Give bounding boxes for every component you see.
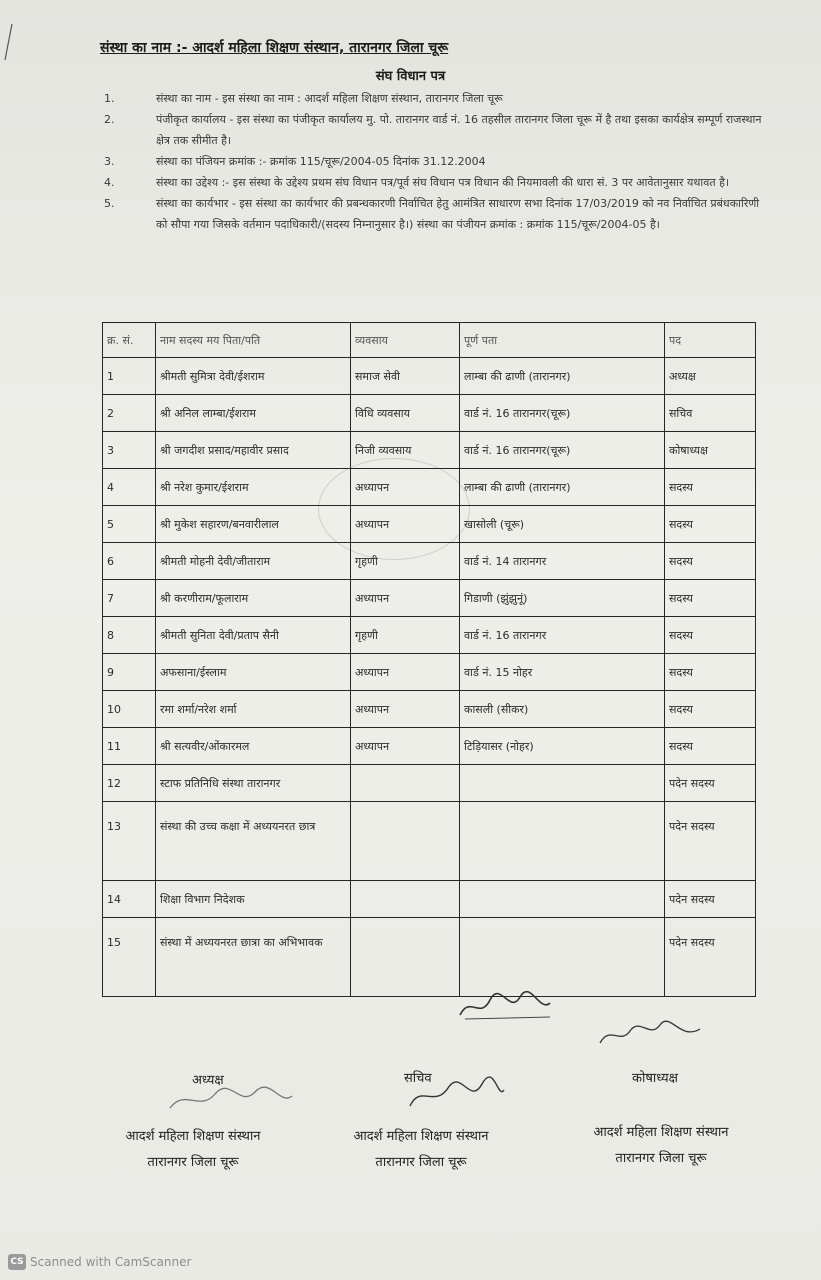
- address-cell: वार्ड नं. 15 नोहर: [460, 654, 665, 691]
- serial-cell: 12: [103, 765, 156, 802]
- serial-cell: 2: [103, 395, 156, 432]
- secretary-label: सचिव: [404, 1071, 432, 1086]
- name-cell: श्री करणीराम/फूलाराम: [156, 580, 351, 617]
- table-row: [103, 654, 756, 691]
- org-place: तारानगर जिला चूरू: [147, 1155, 239, 1170]
- clause-number: 5.: [104, 197, 115, 210]
- occupation-cell: निजी व्यवसाय: [351, 432, 460, 469]
- serial-cell: 10: [103, 691, 156, 728]
- serial-cell: 4: [103, 469, 156, 506]
- serial-cell: 9: [103, 654, 156, 691]
- header-occupation: व्यवसाय: [351, 323, 460, 358]
- verification-signature: [400, 985, 600, 1025]
- org-place: तारानगर जिला चूरू: [615, 1151, 707, 1166]
- table-row: [103, 469, 756, 506]
- table-body: [103, 358, 756, 997]
- post-cell: सदस्य: [665, 580, 756, 617]
- clause-number: 3.: [104, 155, 115, 168]
- post-cell: सचिव: [665, 395, 756, 432]
- occupation-cell: गृहणी: [351, 617, 460, 654]
- table-row: [103, 580, 756, 617]
- clause-number: 4.: [104, 176, 115, 189]
- post-cell: सदस्य: [665, 617, 756, 654]
- treasurer-org: [566, 1120, 756, 1172]
- occupation-cell: विधि व्यवसाय: [351, 395, 460, 432]
- table-row: [103, 395, 756, 432]
- serial-cell: 6: [103, 543, 156, 580]
- clause-text: संस्था का नाम - इस संस्था का नाम : आदर्श महिला शिक्षण संस्थान, तारानगर जिला चूरू: [156, 92, 503, 105]
- president-org: [98, 1124, 288, 1176]
- post-cell: सदस्य: [665, 469, 756, 506]
- name-cell: संस्था की उच्च कक्षा में अध्ययनरत छात्र: [156, 802, 351, 881]
- document-subtitle: संघ विधान पत्र: [375, 69, 446, 84]
- org-name: आदर्श महिला शिक्षण संस्थान: [125, 1129, 261, 1144]
- occupation-cell: [351, 802, 460, 881]
- header-serial: क्र. सं.: [103, 323, 156, 358]
- president-signature: [160, 1080, 300, 1120]
- treasurer-label: कोषाध्यक्ष: [632, 1071, 678, 1086]
- table-row: [103, 728, 756, 765]
- clauses-list: [100, 88, 770, 235]
- post-cell: पदेन सदस्य: [665, 765, 756, 802]
- pen-mark: [0, 22, 18, 62]
- name-cell: श्री जगदीश प्रसाद/महावीर प्रसाद: [156, 432, 351, 469]
- name-cell: श्रीमती मोहनी देवी/जीताराम: [156, 543, 351, 580]
- serial-cell: 3: [103, 432, 156, 469]
- name-cell: श्री अनिल लाम्बा/ईशराम: [156, 395, 351, 432]
- occupation-cell: अध्यापन: [351, 654, 460, 691]
- table-row: [103, 506, 756, 543]
- clause-text: संस्था का उद्देश्य :- इस संस्था के उद्देश्य प्रथम संघ विधान पत्र/पूर्व संघ विधान पत्र विधान की नियमावली की धारा सं. 3 पर आवेतानुसार यथावत है।: [156, 176, 730, 189]
- serial-cell: 8: [103, 617, 156, 654]
- name-cell: श्री मुकेश सहारण/बनवारीलाल: [156, 506, 351, 543]
- address-cell: वार्ड नं. 16 तारानगर: [460, 617, 665, 654]
- camscanner-icon: CS: [8, 1254, 26, 1270]
- post-cell: पदेन सदस्य: [665, 918, 756, 997]
- header-name: नाम सदस्य मय पिता/पति: [156, 323, 351, 358]
- serial-cell: 1: [103, 358, 156, 395]
- post-cell: कोषाध्यक्ष: [665, 432, 756, 469]
- clause-text: संस्था का कार्यभार - इस संस्था का कार्यभार की प्रबन्धकारणी निर्वाचित हेतु आमंत्रित साधारण सभा दिनांक 17/03/2019 को नव निर्वाचित प्रबंधकारिणी को सौपा गया जिसके वर्तमान पदाधिकारी/(सदस्य निम्नानुसार है।) संस्था का पंजीयन क्रमांक : क्रमांक 115/चूरू/2004-05 है।: [156, 197, 760, 231]
- address-cell: लाम्बा की ढाणी (तारानगर): [460, 469, 665, 506]
- name-cell: श्री नरेश कुमार/ईशराम: [156, 469, 351, 506]
- address-cell: कासली (सीकर): [460, 691, 665, 728]
- occupation-cell: [351, 881, 460, 918]
- address-cell: [460, 802, 665, 881]
- name-cell: शिक्षा विभाग निदेशक: [156, 881, 351, 918]
- clause-text: संस्था का पंजियन क्रमांक :- क्रमांक 115/चूरू/2004-05 दिनांक 31.12.2004: [156, 155, 486, 168]
- occupation-cell: अध्यापन: [351, 580, 460, 617]
- clause-item: [100, 193, 770, 235]
- post-cell: सदस्य: [665, 728, 756, 765]
- occupation-cell: समाज सेवी: [351, 358, 460, 395]
- scanner-watermark: [8, 1254, 191, 1270]
- header-post: पद: [665, 323, 756, 358]
- members-table-wrap: [102, 322, 756, 997]
- table-header-row: [103, 323, 756, 358]
- serial-cell: 13: [103, 802, 156, 881]
- watermark-text: Scanned with CamScanner: [30, 1255, 192, 1269]
- name-cell: श्रीमती सुमित्रा देवी/ईशराम: [156, 358, 351, 395]
- name-cell: स्टाफ प्रतिनिधि संस्था तारानगर: [156, 765, 351, 802]
- address-cell: वार्ड नं. 14 तारानगर: [460, 543, 665, 580]
- occupation-cell: गृहणी: [351, 543, 460, 580]
- address-cell: गिडाणी (झुंझुनूं): [460, 580, 665, 617]
- occupation-cell: अध्यापन: [351, 506, 460, 543]
- document-title: संस्था का नाम :- आदर्श महिला शिक्षण संस्थान, तारानगर जिला चूरू: [100, 40, 449, 56]
- treasurer-signature: [590, 1015, 710, 1055]
- president-label: अध्यक्ष: [192, 1073, 224, 1088]
- serial-cell: 7: [103, 580, 156, 617]
- org-place: तारानगर जिला चूरू: [375, 1155, 467, 1170]
- name-cell: संस्था में अध्ययनरत छात्रा का अभिभावक: [156, 918, 351, 997]
- post-cell: सदस्य: [665, 691, 756, 728]
- table-row: [103, 358, 756, 395]
- address-cell: [460, 881, 665, 918]
- org-name: आदर्श महिला शिक्षण संस्थान: [353, 1129, 489, 1144]
- post-cell: पदेन सदस्य: [665, 802, 756, 881]
- post-cell: पदेन सदस्य: [665, 881, 756, 918]
- secretary-org: [326, 1124, 516, 1176]
- table-row: [103, 802, 756, 881]
- serial-cell: 11: [103, 728, 156, 765]
- clause-item: [100, 109, 770, 151]
- serial-cell: 5: [103, 506, 156, 543]
- table-row: [103, 691, 756, 728]
- occupation-cell: अध्यापन: [351, 691, 460, 728]
- name-cell: रमा शर्मा/नरेश शर्मा: [156, 691, 351, 728]
- address-cell: वार्ड नं. 16 तारानगर(चूरू): [460, 432, 665, 469]
- org-name: आदर्श महिला शिक्षण संस्थान: [593, 1125, 729, 1140]
- occupation-cell: अध्यापन: [351, 728, 460, 765]
- post-cell: सदस्य: [665, 654, 756, 691]
- post-cell: सदस्य: [665, 543, 756, 580]
- clause-text: पंजीकृत कार्यालय - इस संस्था का पंजीकृत कार्यालय मु. पो. तारानगर वार्ड नं. 16 तहसील तारानगर जिला चूरू में है तथा इसका कार्यक्षेत्र सम्पूर्ण राजस्थान क्षेत्र तक सीमीत है।: [156, 113, 762, 147]
- address-cell: टिड़ियासर (नोहर): [460, 728, 665, 765]
- table-row: [103, 543, 756, 580]
- clause-number: 2.: [104, 113, 115, 126]
- name-cell: अफसाना/ईस्लाम: [156, 654, 351, 691]
- address-cell: [460, 765, 665, 802]
- clause-item: [100, 151, 770, 172]
- table-row: [103, 432, 756, 469]
- clause-number: 1.: [104, 92, 115, 105]
- header-address: पूर्ण पता: [460, 323, 665, 358]
- serial-cell: 14: [103, 881, 156, 918]
- name-cell: श्रीमती सुनिता देवी/प्रताप सैनी: [156, 617, 351, 654]
- members-table: [102, 322, 756, 997]
- table-row: [103, 765, 756, 802]
- post-cell: अध्यक्ष: [665, 358, 756, 395]
- table-row: [103, 881, 756, 918]
- clause-item: [100, 88, 770, 109]
- occupation-cell: [351, 765, 460, 802]
- occupation-cell: अध्यापन: [351, 469, 460, 506]
- clause-item: [100, 172, 770, 193]
- post-cell: सदस्य: [665, 506, 756, 543]
- address-cell: लाम्बा की ढाणी (तारानगर): [460, 358, 665, 395]
- name-cell: श्री सत्यवीर/ओंकारमल: [156, 728, 351, 765]
- address-cell: खासोली (चूरू): [460, 506, 665, 543]
- address-cell: वार्ड नं. 16 तारानगर(चूरू): [460, 395, 665, 432]
- serial-cell: 15: [103, 918, 156, 997]
- table-row: [103, 617, 756, 654]
